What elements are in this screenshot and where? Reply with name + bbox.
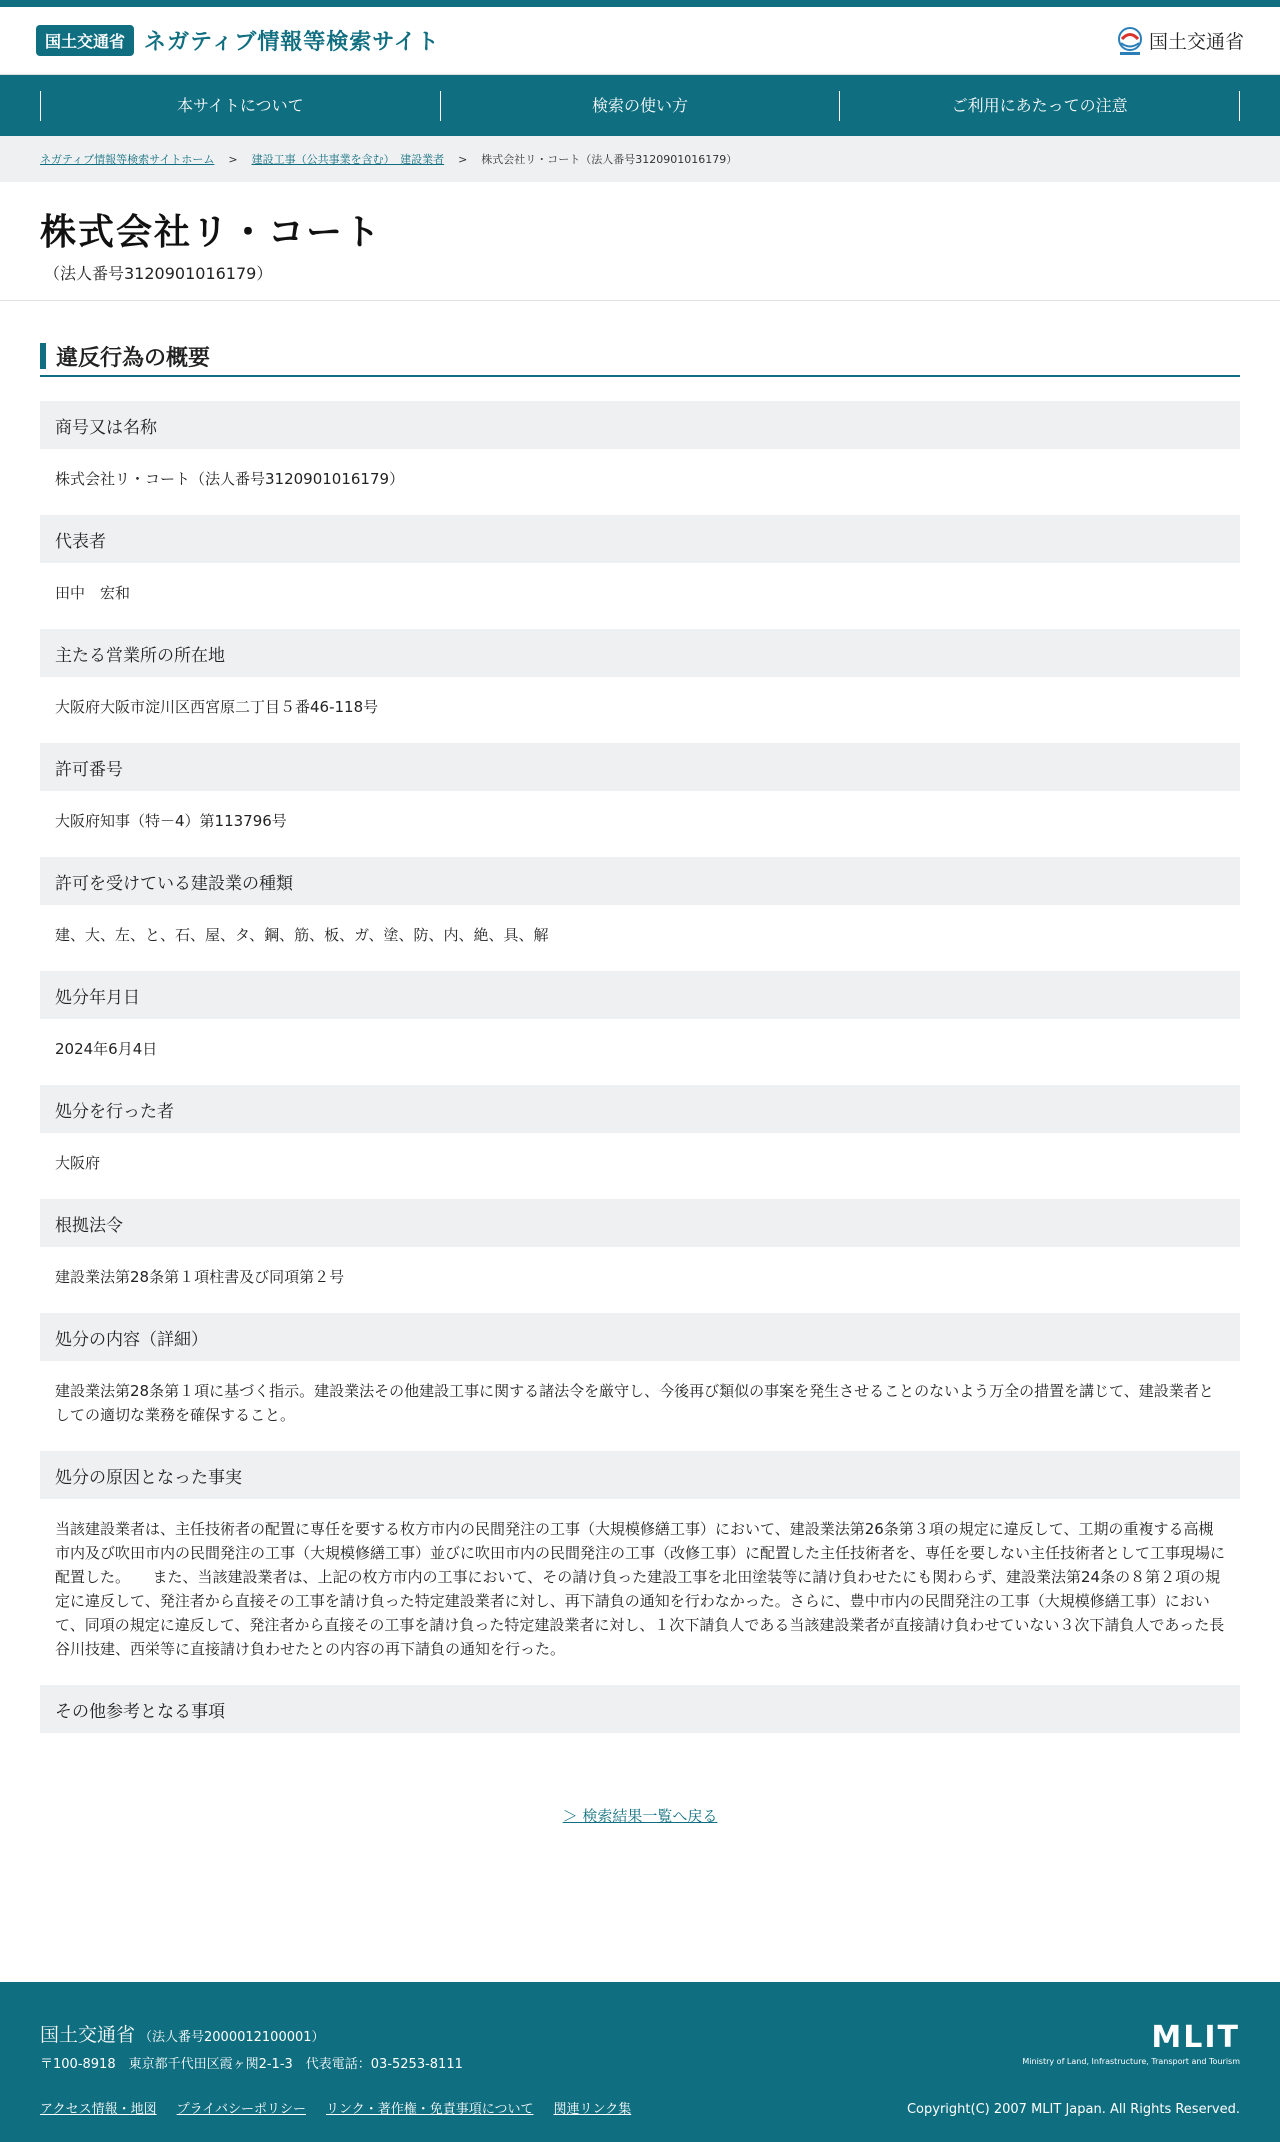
footer-right (907, 2020, 1240, 2117)
breadcrumb (0, 136, 1280, 182)
field-value: 建設業法第28条第１項柱書及び同項第２号 (55, 1268, 345, 1286)
footer-corp-no: （法人番号2000012100001） (139, 2030, 325, 2045)
breadcrumb-separator: > (458, 152, 468, 166)
field-value: 大阪府知事（特－4）第113796号 (55, 812, 287, 830)
footer-links (40, 2098, 631, 2117)
field-value: 建、大、左、と、石、屋、タ、鋼、筋、板、ガ、塗、防、内、絶、具、解 (55, 926, 549, 944)
field-disposition-date (40, 971, 1240, 1085)
field-trade-name (40, 401, 1240, 515)
field-label: 許可番号 (40, 743, 1240, 791)
field-label: 処分の内容（詳細） (40, 1313, 1240, 1361)
field-representative (40, 515, 1240, 629)
top-accent-line (0, 0, 1280, 7)
mlit-logo-subtitle: Ministry of Land, Infrastructure, Transport and Tourism (1022, 2057, 1240, 2066)
footer-org (40, 2020, 631, 2047)
field-license-types (40, 857, 1240, 971)
title-block (0, 182, 1280, 301)
ministry-logo[interactable] (1117, 26, 1244, 56)
field-disposition-details (40, 1313, 1240, 1451)
site-header (0, 7, 1280, 75)
mlit-logo: MLIT (1151, 2020, 1240, 2055)
main-content (0, 301, 1280, 1917)
breadcrumb-current: 株式会社リ・コート（法人番号3120901016179） (481, 153, 738, 166)
field-legal-basis (40, 1199, 1240, 1313)
nav-item-about[interactable]: 本サイトについて (40, 91, 440, 121)
site-footer (0, 1982, 1280, 2142)
footer-link-related[interactable]: 関連リンク集 (553, 2102, 632, 2117)
footer-link-copyright[interactable]: リンク・著作権・免責事項について (325, 2102, 534, 2117)
field-value: 株式会社リ・コート（法人番号3120901016179） (55, 470, 405, 488)
footer-link-privacy[interactable]: プライバシーポリシー (176, 2102, 306, 2117)
field-office-location (40, 629, 1240, 743)
field-value: 大阪府 (55, 1154, 101, 1172)
ministry-emblem-icon (1117, 26, 1143, 56)
field-label: 処分を行った者 (40, 1085, 1240, 1133)
field-disposing-authority (40, 1085, 1240, 1199)
footer-left (40, 2020, 631, 2117)
footer-org-name: 国土交通省 (40, 2024, 136, 2046)
field-value: 大阪府大阪市淀川区西宮原二丁目５番46-118号 (55, 698, 379, 716)
field-label: 主たる営業所の所在地 (40, 629, 1240, 677)
page-title: 株式会社リ・コート (40, 212, 383, 253)
field-label: その他参考となる事項 (40, 1685, 1240, 1733)
nav-item-how-to-search[interactable]: 検索の使い方 (440, 91, 840, 121)
footer-link-access[interactable]: アクセス情報・地図 (40, 2102, 157, 2117)
heading-accent-bar (40, 343, 46, 369)
field-label: 許可を受けている建設業の種類 (40, 857, 1240, 905)
site-brand[interactable] (36, 25, 440, 56)
copyright: Copyright(C) 2007 MLIT Japan. All Rights Reserved. (906, 2102, 1240, 2117)
footer-row (40, 2020, 1240, 2117)
field-cause-facts (40, 1451, 1240, 1685)
field-label: 根拠法令 (40, 1199, 1240, 1247)
field-value: 2024年6月4日 (55, 1040, 158, 1058)
ministry-badge: 国土交通省 (36, 25, 134, 56)
field-label: 代表者 (40, 515, 1240, 563)
field-other-notes (40, 1685, 1240, 1733)
back-to-results-link[interactable]: ＞ 検索結果一覧へ戻る (562, 1807, 718, 1825)
breadcrumb-category-link[interactable]: 建設工事（公共事業を含む） 建設業者 (251, 153, 445, 166)
page-subtitle: （法人番号3120901016179） (44, 264, 273, 283)
field-value: 田中 宏和 (55, 584, 131, 602)
breadcrumb-separator: > (228, 152, 238, 166)
field-label: 商号又は名称 (40, 401, 1240, 449)
nav-item-usage-notes[interactable]: ご利用にあたっての注意 (839, 91, 1240, 121)
section-heading-text: 違反行為の概要 (56, 345, 211, 371)
global-nav (0, 75, 1280, 136)
breadcrumb-home-link[interactable]: ネガティブ情報等検索サイトホーム (40, 153, 215, 166)
site-title[interactable]: ネガティブ情報等検索サイト (144, 30, 440, 55)
footer-address: 〒100-8918 東京都千代田区霞ヶ関2-1-3 代表電話：03-5253-8111 (40, 2057, 463, 2072)
back-link-wrap (40, 1805, 1240, 1917)
section-heading (40, 337, 1240, 377)
field-value: 建設業法第28条第１項に基づく指示。建設業法その他建設工事に関する諸法令を厳守し、今後再び類似の事案を発生させることのないよう万全の措置を講じて、建設業者としての適切な業務を確保すること。 (55, 1382, 1214, 1424)
ministry-logo-text: 国土交通省 (1148, 31, 1244, 53)
field-value: 当該建設業者は、主任技術者の配置に専任を要する枚方市内の民間発注の工事（大規模修繕工事）において、建設業法第26条第３項の規定に違反して、工期の重複する高槻市内及び吹田市内の民間発注の工事（大規模修繕工事）並びに吹田市内の民間発注の工事（改修工事）に配置した主任技術者を、専任を要しない主任技術者として工事現場に配置した。 また、当該建設業者は、上記の枚方市内の工事において、その請け負った建設工事を北田塗装等に請け負わせたにも関わらず、建設業法第24条の８第２項の規定に違反して、発注者から直接その工事を請け負った特定建設業者に対し、再下請負の通知を行わなかった。さらに、豊中市内の民間発注の工事（大規模修繕工事）において、同項の規定に違反して、発注者から直接その工事を請け負った特定建設業者に対し、１次下請負人である当該建設業者が直接請け負わせていない３次下請負人であった長谷川技建、西栄等に直接請け負わせたとの内容の再下請負の通知を行った。 (55, 1520, 1226, 1658)
field-label: 処分の原因となった事実 (40, 1451, 1240, 1499)
field-label: 処分年月日 (40, 971, 1240, 1019)
field-license-number (40, 743, 1240, 857)
